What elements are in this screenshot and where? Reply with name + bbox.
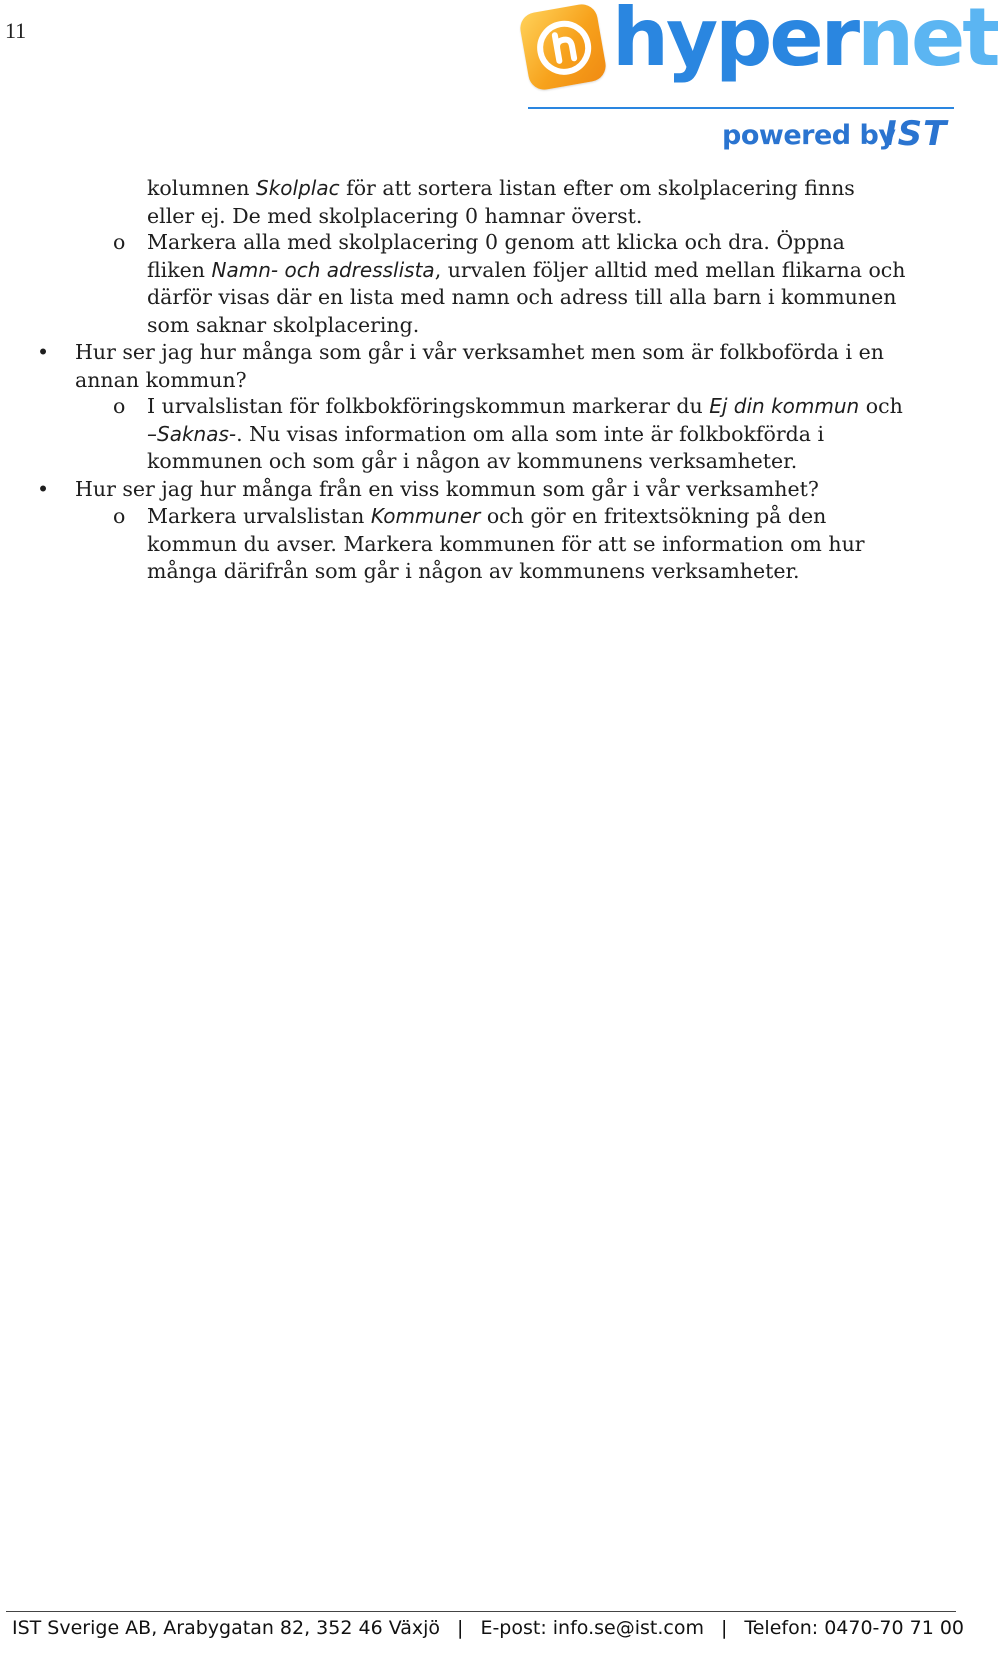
question-2-text: Hur ser jag hur många från en viss kommun som går i vår verksamhet? bbox=[75, 477, 819, 501]
a2-emphasis: Kommuner bbox=[370, 504, 481, 528]
answer-specific-municipality bbox=[113, 503, 907, 586]
footer-phone: Telefon: 0470-70 71 00 bbox=[744, 1617, 965, 1639]
sub-bullet-marker: o bbox=[113, 394, 126, 418]
page-footer bbox=[12, 1617, 965, 1639]
bullet-marker: • bbox=[37, 477, 50, 501]
question-1-text: Hur ser jag hur många som går i vår verksamhet men som är folkboförda i en annan kommun? bbox=[75, 340, 884, 392]
logo-ist: IST bbox=[884, 114, 948, 154]
a1-text-post: . Nu visas information om alla som inte är folkbokförda i kommunen och som går i någon av kommunens verksamheter. bbox=[147, 421, 825, 473]
sub-bullet-marker: o bbox=[113, 504, 126, 528]
logo-powered-by: powered by bbox=[722, 120, 896, 151]
p2-text-post: , urvalen följer alltid med mellan flikarna och därför visas där en lista med namn och adress till alla barn i kommunen som saknar skolplacering. bbox=[147, 257, 906, 337]
p2-emphasis: Namn- och adresslista bbox=[211, 257, 435, 282]
footer-email: E-post: info.se@ist.com bbox=[480, 1617, 704, 1639]
question-specific-municipality bbox=[37, 476, 905, 504]
footer-separator: | bbox=[457, 1617, 464, 1639]
a2-text-pre: Markera urvalslistan bbox=[147, 504, 371, 528]
a1-emphasis-saknas: –Saknas- bbox=[147, 421, 237, 446]
p2-text-pre: Markera alla med skolplacering 0 genom att klicka och dra. Öppna fliken bbox=[147, 230, 845, 282]
a1-emphasis-ej-din-kommun: Ej din kommun bbox=[709, 394, 860, 418]
question-other-municipality bbox=[37, 339, 905, 394]
p1-text-post: för att sortera listan efter om skolplacering finns eller ej. De med skolplacering 0 hamnar överst. bbox=[147, 176, 855, 228]
footer-divider bbox=[6, 1611, 956, 1612]
page-number: 11 bbox=[5, 18, 27, 43]
p1-emphasis: Skolplac bbox=[256, 176, 340, 200]
footer-address: IST Sverige AB, Arabygatan 82, 352 46 Växjö bbox=[12, 1617, 441, 1639]
hypernet-logo bbox=[520, 0, 998, 159]
bullet-marker: • bbox=[37, 340, 50, 364]
p1-text-pre: kolumnen bbox=[147, 176, 257, 200]
a2-text-post: och gör en fritextsökning på den kommun du avser. Markera kommunen för att se information om hur många därifrån som går i någon av kommunens verksamheter. bbox=[147, 504, 865, 583]
hypernet-at-badge-icon bbox=[518, 2, 608, 92]
logo-wordmark-net: net bbox=[857, 0, 998, 84]
footer-separator: | bbox=[720, 1617, 728, 1639]
logo-divider bbox=[528, 107, 954, 109]
logo-wordmark-hyper: hyper bbox=[612, 0, 858, 84]
sub-bullet-marker: o bbox=[113, 230, 126, 254]
a1-text-pre: I urvalslistan för folkbokföringskommun markerar du bbox=[147, 394, 710, 418]
list-item-select-zero bbox=[113, 229, 907, 339]
logo-wordmark bbox=[612, 0, 998, 84]
answer-other-municipality bbox=[113, 393, 907, 476]
a1-text-mid: och bbox=[859, 394, 903, 418]
paragraph-skolplac bbox=[147, 175, 907, 230]
